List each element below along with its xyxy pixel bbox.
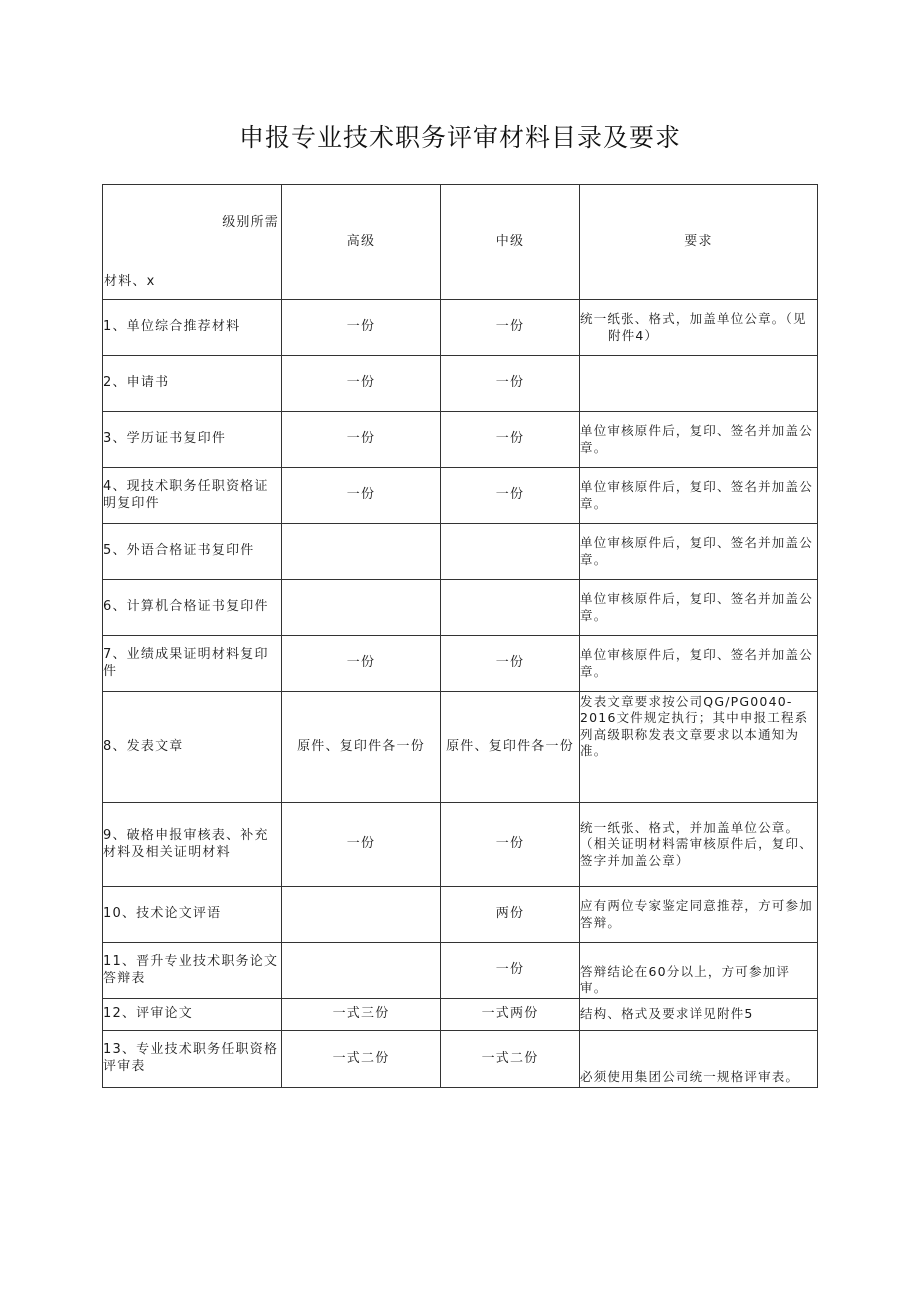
material-name: 13、专业技术职务任职资格评审表 bbox=[103, 1031, 282, 1088]
material-name: 12、评审论文 bbox=[103, 999, 282, 1031]
requirement-text: 单位审核原件后，复印、签名并加盖公章。 bbox=[580, 524, 818, 580]
senior-count: 一份 bbox=[282, 468, 441, 524]
middle-count bbox=[441, 580, 580, 636]
requirement-line-1: 统一纸张、格式，加盖单位公章。（见 bbox=[580, 311, 807, 327]
table-header-row bbox=[103, 185, 818, 300]
requirement-text: 单位审核原件后，复印、签名并加盖公章。 bbox=[580, 412, 818, 468]
senior-count: 一份 bbox=[282, 300, 441, 356]
material-name: 10、技术论文评语 bbox=[103, 887, 282, 943]
material-name: 1、单位综合推荐材料 bbox=[103, 300, 282, 356]
middle-count: 一份 bbox=[441, 412, 580, 468]
senior-count bbox=[282, 943, 441, 999]
header-corner-bottom: 材料、x bbox=[104, 274, 156, 290]
requirement-text: 必须使用集团公司统一规格评审表。 bbox=[580, 1031, 818, 1088]
table-row bbox=[103, 692, 818, 803]
middle-count: 一式两份 bbox=[441, 999, 580, 1031]
middle-count: 原件、复印件各一份 bbox=[441, 692, 580, 803]
table-row bbox=[103, 524, 818, 580]
material-name: 7、业绩成果证明材料复印件 bbox=[103, 636, 282, 692]
material-name: 8、发表文章 bbox=[103, 692, 282, 803]
requirement-text: 结构、格式及要求详见附件5 bbox=[580, 999, 818, 1031]
senior-count: 一份 bbox=[282, 412, 441, 468]
requirement-text: 单位审核原件后，复印、签名并加盖公章。 bbox=[580, 468, 818, 524]
table-row bbox=[103, 636, 818, 692]
requirement-text: 应有两位专家鉴定同意推荐，方可参加答辩。 bbox=[580, 887, 818, 943]
table-row bbox=[103, 356, 818, 412]
material-name: 4、现技术职务任职资格证明复印件 bbox=[103, 468, 282, 524]
material-name: 9、破格申报审核表、补充材料及相关证明材料 bbox=[103, 803, 282, 887]
header-corner-cell bbox=[103, 185, 282, 300]
materials-table bbox=[102, 184, 818, 1088]
senior-count: 原件、复印件各一份 bbox=[282, 692, 441, 803]
table-row bbox=[103, 803, 818, 887]
table-row bbox=[103, 300, 818, 356]
table-row bbox=[103, 887, 818, 943]
middle-count: 一式二份 bbox=[441, 1031, 580, 1088]
requirement-text bbox=[580, 356, 818, 412]
material-name: 3、学历证书复印件 bbox=[103, 412, 282, 468]
middle-count: 一份 bbox=[441, 803, 580, 887]
table-row bbox=[103, 1031, 818, 1088]
table-row bbox=[103, 468, 818, 524]
table-row bbox=[103, 943, 818, 999]
senior-count: 一份 bbox=[282, 803, 441, 887]
requirement-text: 单位审核原件后，复印、签名并加盖公章。 bbox=[580, 636, 818, 692]
requirement-text bbox=[580, 300, 818, 356]
table-row bbox=[103, 999, 818, 1031]
middle-count: 一份 bbox=[441, 943, 580, 999]
middle-count bbox=[441, 524, 580, 580]
header-middle: 中级 bbox=[441, 185, 580, 300]
senior-count bbox=[282, 580, 441, 636]
table-row bbox=[103, 580, 818, 636]
middle-count: 一份 bbox=[441, 636, 580, 692]
material-name: 11、晋升专业技术职务论文答辩表 bbox=[103, 943, 282, 999]
material-name: 2、申请书 bbox=[103, 356, 282, 412]
requirement-text: 答辩结论在60分以上，方可参加评审。 bbox=[580, 943, 818, 999]
senior-count: 一式二份 bbox=[282, 1031, 441, 1088]
senior-count bbox=[282, 887, 441, 943]
senior-count bbox=[282, 524, 441, 580]
middle-count: 两份 bbox=[441, 887, 580, 943]
middle-count: 一份 bbox=[441, 300, 580, 356]
middle-count: 一份 bbox=[441, 468, 580, 524]
requirement-text: 单位审核原件后，复印、签名并加盖公章。 bbox=[580, 580, 818, 636]
material-name: 6、计算机合格证书复印件 bbox=[103, 580, 282, 636]
middle-count: 一份 bbox=[441, 356, 580, 412]
header-corner-top: 级别所需 bbox=[222, 215, 279, 230]
requirement-text: 统一纸张、格式，并加盖单位公章。（相关证明材料需审核原件后，复印、签字并加盖公章） bbox=[580, 803, 818, 887]
header-senior: 高级 bbox=[282, 185, 441, 300]
page-title: 申报专业技术职务评审材料目录及要求 bbox=[238, 123, 681, 152]
material-name: 5、外语合格证书复印件 bbox=[103, 524, 282, 580]
senior-count: 一份 bbox=[282, 636, 441, 692]
table-row bbox=[103, 412, 818, 468]
senior-count: 一份 bbox=[282, 356, 441, 412]
senior-count: 一式三份 bbox=[282, 999, 441, 1031]
requirement-text: 发表文章要求按公司QG/PG0040-2016文件规定执行；其中申报工程系列高级职称发表文章要求以本通知为准。 bbox=[580, 692, 818, 803]
header-requirement: 要求 bbox=[580, 185, 818, 300]
requirement-line-2: 附件4） bbox=[608, 327, 659, 343]
